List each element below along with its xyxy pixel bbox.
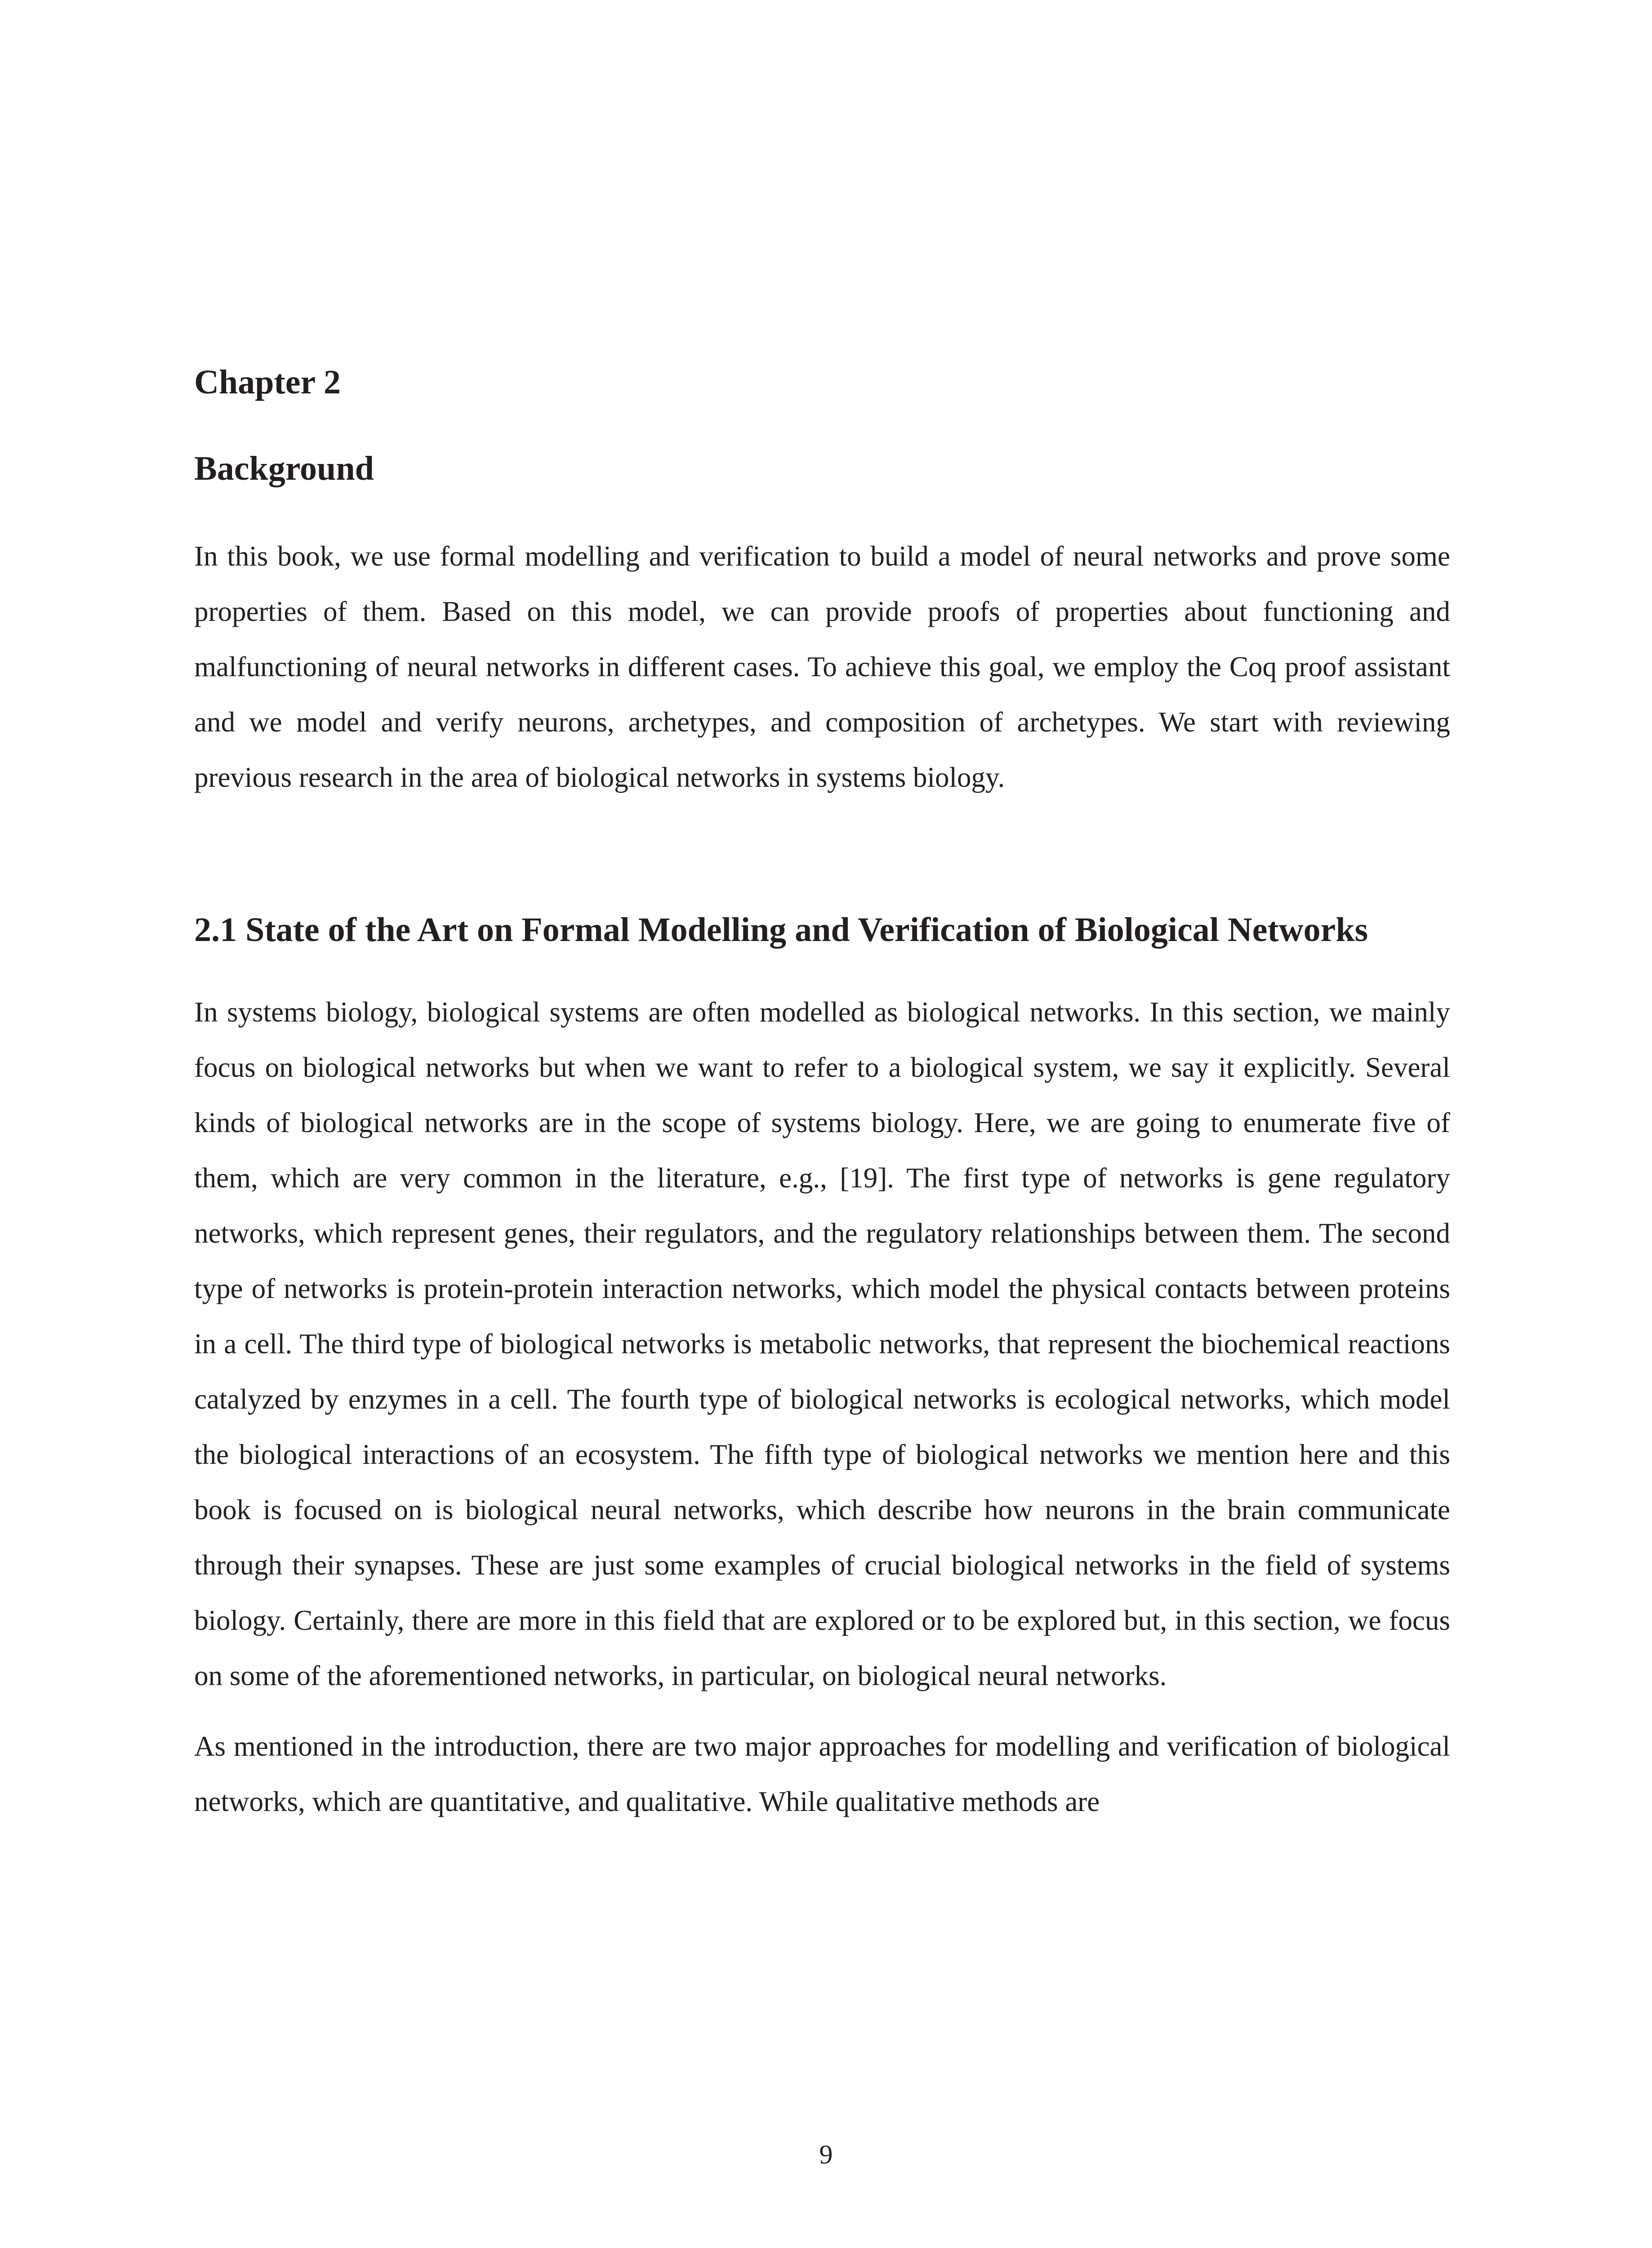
section-paragraph-2: As mentioned in the introduction, there are two major approaches for modelling and verification of biological networks, which are quantitative, and qualitative. While qualitative methods are: [194, 1731, 1450, 1817]
section-heading: 2.1 State of the Art on Formal Modelling and Verification of Biological Networks: [194, 911, 1368, 949]
page-content: [194, 360, 1450, 1829]
chapter-title: Background: [194, 450, 374, 487]
page-number: 9: [819, 2140, 833, 2169]
chapter-label: Chapter 2: [194, 363, 341, 401]
intro-paragraph: In this book, we use formal modelling and verification to build a model of neural networks and prove some properties of them. Based on this model, we can provide proofs of properties about functioning and malfunctioning of neural networks in different cases. To achieve this goal, we employ the Coq proof assistant and we model and verify neurons, archetypes, and composition of archetypes. We start with reviewing previous research in the area of biological networks in systems biology.: [194, 540, 1450, 793]
section-paragraph-1: In systems biology, biological systems are often modelled as biological networks. In this section, we mainly focus on biological networks but when we want to refer to a biological system, we say it explicitly. Several kinds of biological networks are in the scope of systems biology. Here, we are going to enumerate five of them, which are very common in the literature, e.g., [19]. The first type of networks is gene regulatory networks, which represent genes, their regulators, and the regulatory relationships between them. The second type of networks is protein-protein interaction networks, which model the physical contacts between proteins in a cell. The third type of biological networks is metabolic networks, that represent the biochemical reactions catalyzed by enzymes in a cell. The fourth type of biological networks is ecological networks, which model the biological interactions of an ecosystem. The fifth type of biological networks we mention here and this book is focused on is biological neural networks, which describe how neurons in the brain communicate through their synapses. These are just some examples of crucial biological networks in the field of systems biology. Certainly, there are more in this field that are explored or to be explored but, in this section, we focus on some of the aforementioned networks, in particular, on biological neural networks.: [194, 996, 1450, 1691]
